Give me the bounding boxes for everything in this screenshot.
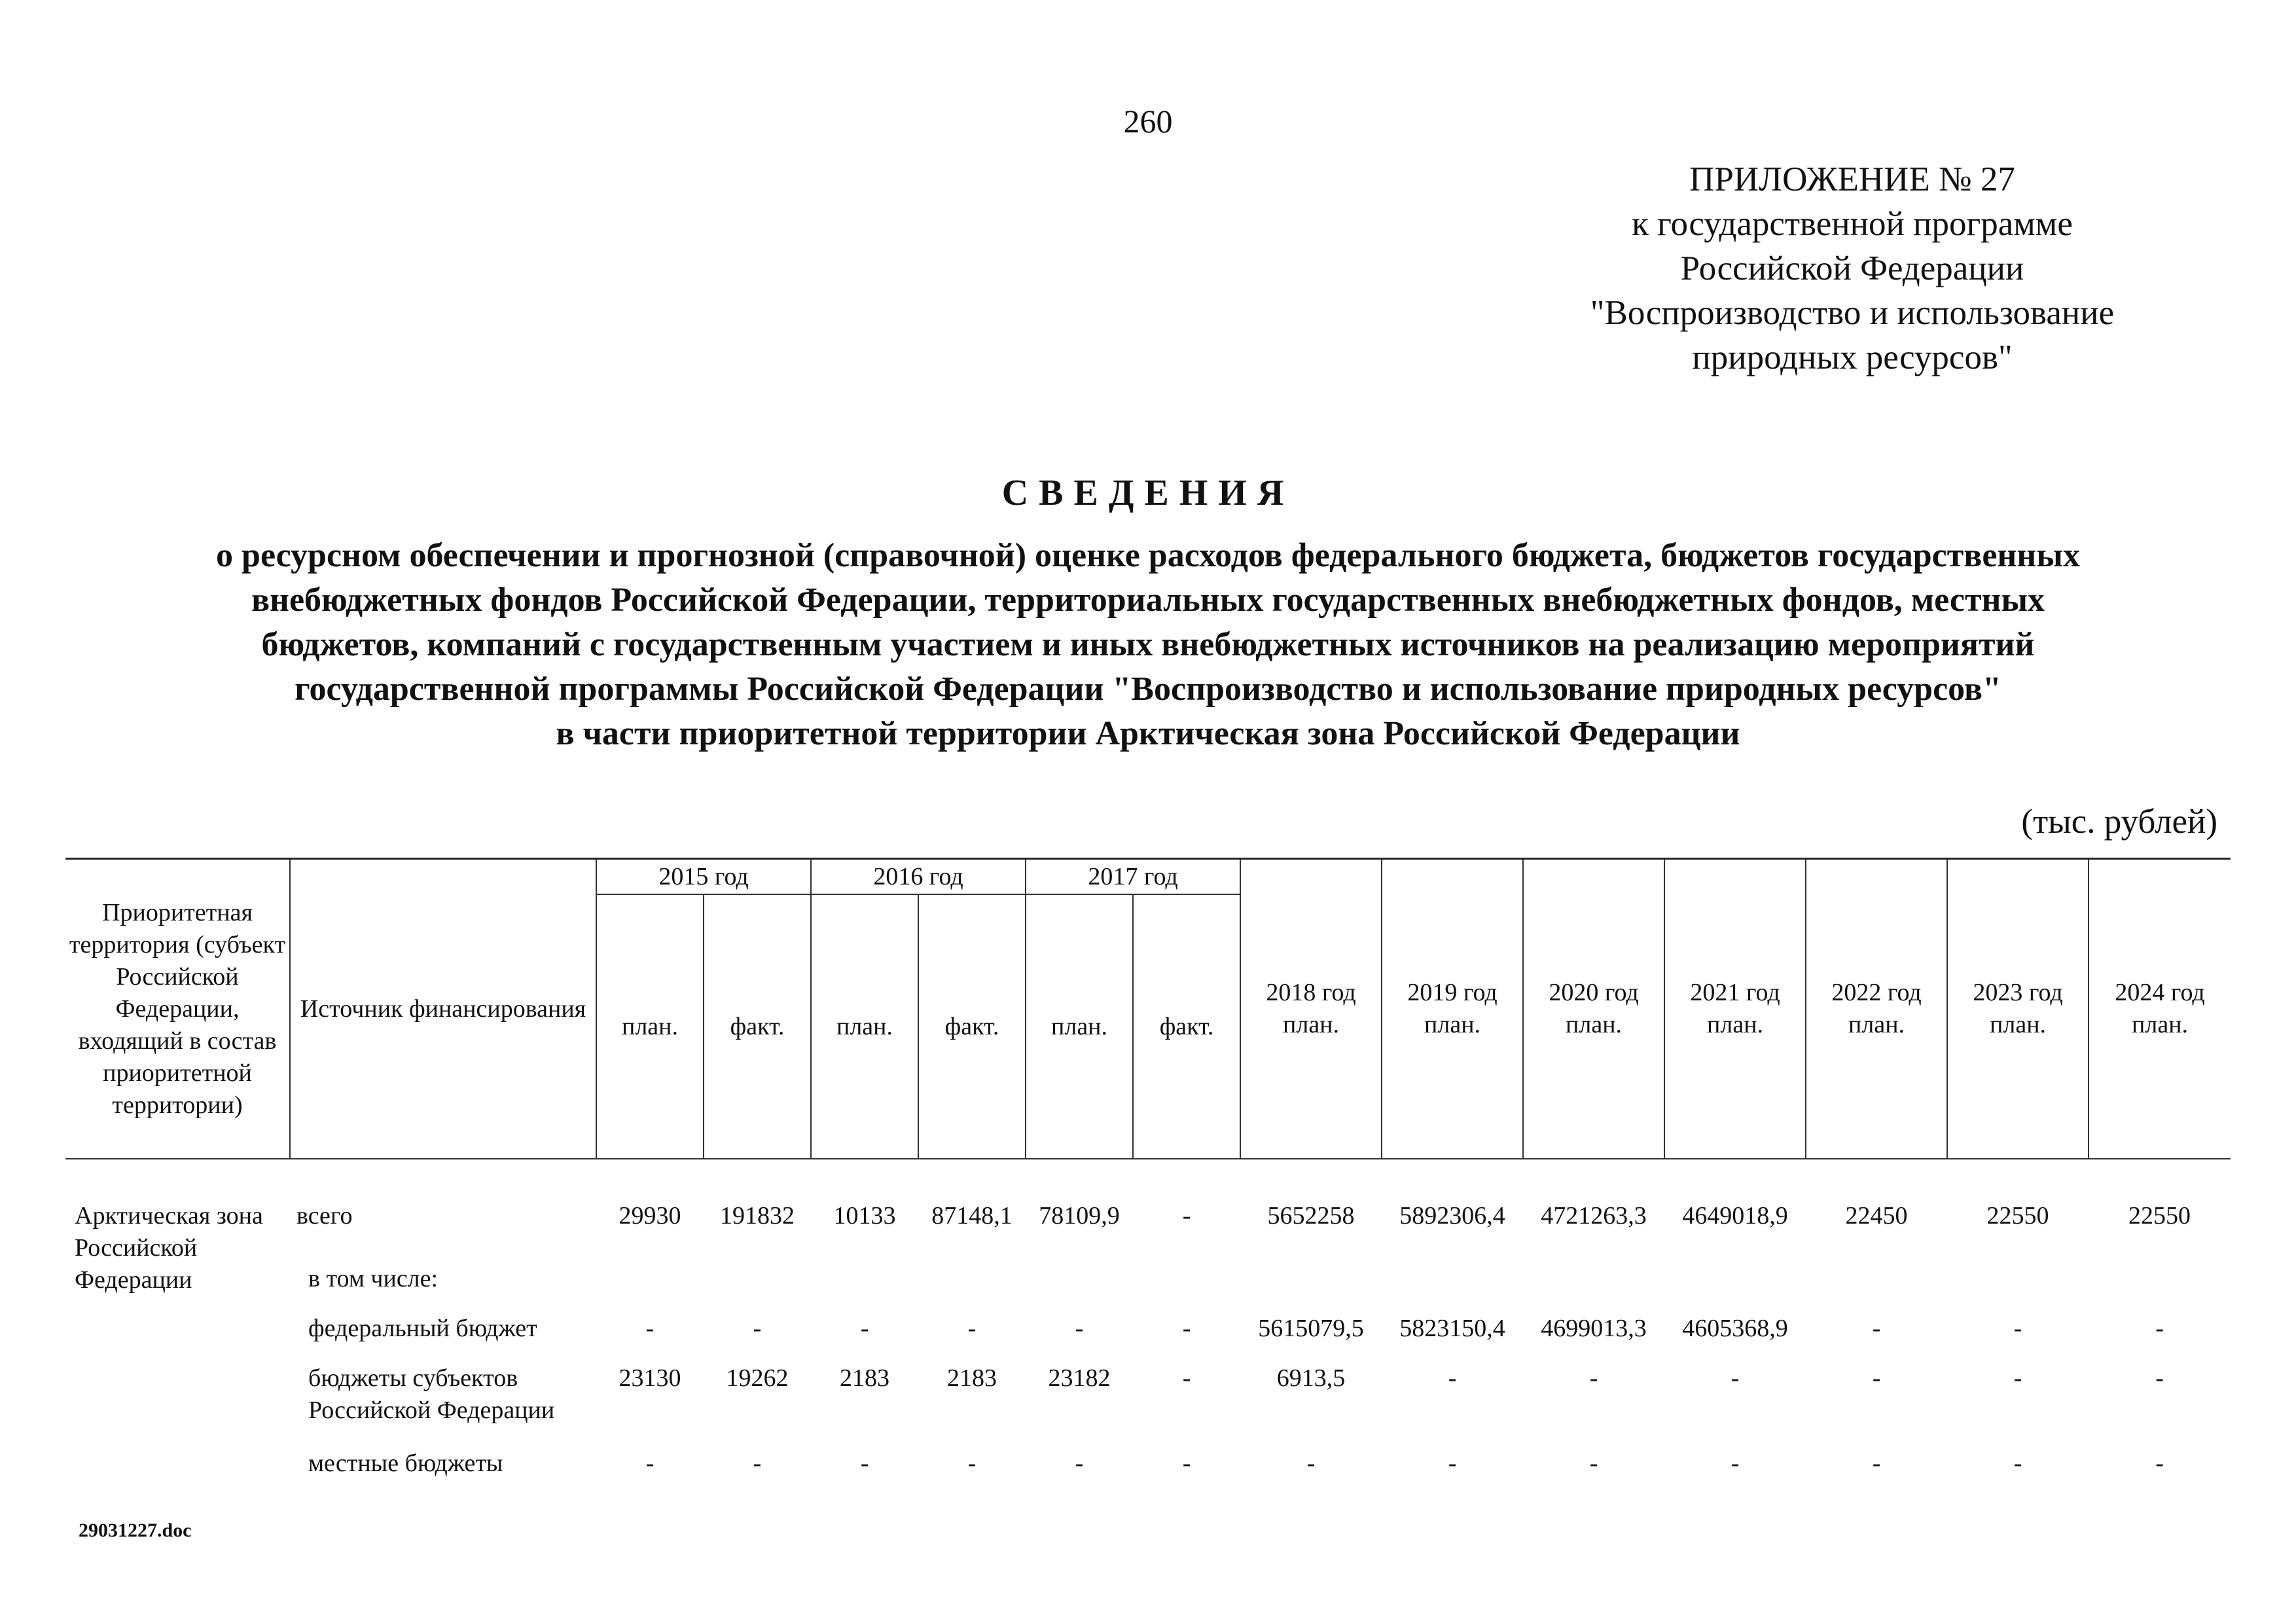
value-cell: 19262 [726, 1364, 789, 1392]
header-2017: 2017 год [1026, 859, 1240, 895]
header-2021: 2021 год план. [1664, 859, 1806, 1159]
value-cell: 78109,9 [1039, 1202, 1120, 1230]
source-cell: федеральный бюджет [308, 1315, 537, 1342]
value-cell: 5615079,5 [1258, 1315, 1364, 1342]
header-2020: 2020 год план. [1523, 859, 1664, 1159]
header-2019: 2019 год план. [1382, 859, 1523, 1159]
value-cell: - [2013, 1315, 2022, 1342]
source-cell: всего [296, 1202, 353, 1230]
header-2023: 2023 год план. [1947, 859, 2089, 1159]
subtitle-line-2: внебюджетных фондов Российской Федерации, территориальных государственных внебюджетных фондов, местных [251, 581, 2045, 619]
header-2017-plan: план. [1026, 894, 1133, 1159]
value-cell: - [1182, 1202, 1191, 1230]
value-cell: - [1075, 1315, 1084, 1342]
file-name-footer: 29031227.doc [79, 1520, 192, 1541]
value-cell: - [1306, 1450, 1316, 1477]
value-cell: 6913,5 [1276, 1364, 1346, 1392]
value-cell: 4699013,3 [1541, 1315, 1647, 1342]
header-2016: 2016 год [811, 859, 1026, 895]
value-cell: 22450 [1845, 1202, 1908, 1230]
table-row [65, 1313, 2231, 1362]
source-cell: бюджеты субъектов Российской Федерации [308, 1364, 555, 1424]
header-2015-fact: факт. [704, 894, 811, 1159]
header-2016-fact: факт. [918, 894, 1026, 1159]
appendix-line-1: ПРИЛОЖЕНИЕ № 27 [1689, 160, 2015, 198]
value-cell: - [1872, 1450, 1881, 1477]
value-cell: - [2155, 1364, 2164, 1392]
value-cell: - [1731, 1450, 1740, 1477]
value-cell: - [1731, 1364, 1740, 1392]
value-cell: 4649018,9 [1682, 1202, 1788, 1230]
value-cell: 5823150,4 [1399, 1315, 1505, 1342]
appendix-line-3: Российской Федерации [1680, 249, 2024, 287]
region-cell: Арктическая зона Российской Федерации [75, 1202, 263, 1294]
value-cell: 23182 [1048, 1364, 1111, 1392]
subtitle-line-3: бюджетов, компаний с государственным участием и иных внебюджетных источников на реализацию мероприятий [261, 626, 2035, 663]
value-cell: 10133 [833, 1202, 896, 1230]
value-cell: - [1872, 1315, 1881, 1342]
value-cell: - [753, 1315, 762, 1342]
value-cell: - [860, 1450, 869, 1477]
value-cell: - [1448, 1364, 1457, 1392]
document-title: СВЕДЕНИЯ [1001, 473, 1295, 513]
table-row [65, 1200, 2231, 1249]
header-2015-plan: план. [596, 894, 704, 1159]
value-cell: - [2155, 1315, 2164, 1342]
source-cell: в том числе: [308, 1265, 439, 1292]
value-cell: - [2013, 1364, 2022, 1392]
appendix-line-2: к государственной программе [1632, 205, 2073, 243]
value-cell: 5652258 [1267, 1202, 1355, 1230]
value-cell: - [1075, 1450, 1084, 1477]
value-cell: - [645, 1450, 655, 1477]
value-cell: - [1182, 1450, 1191, 1477]
value-cell: 2183 [840, 1364, 890, 1392]
value-cell: - [860, 1315, 869, 1342]
page-number: 260 [1123, 103, 1173, 139]
document-subtitle [65, 534, 2231, 756]
value-cell: - [1182, 1315, 1191, 1342]
value-cell: - [1448, 1450, 1457, 1477]
table-row [65, 1362, 2231, 1448]
value-cell: - [2013, 1450, 2022, 1477]
value-cell: 22550 [2128, 1202, 2191, 1230]
header-territory: Приоритетная территория (субъект Российской Федерации, входящий в состав приоритетной территории) [65, 859, 290, 1159]
value-cell: - [1589, 1450, 1598, 1477]
subtitle-line-1: о ресурсном обеспечении и прогнозной (справочной) оценке расходов федерального бюджета, бюджетов государственных [216, 537, 2080, 574]
value-cell: 23130 [619, 1364, 681, 1392]
appendix-line-5: природных ресурсов" [1692, 338, 2013, 376]
header-2022: 2022 год план. [1806, 859, 1947, 1159]
value-cell: - [967, 1315, 977, 1342]
value-cell: - [1182, 1364, 1191, 1392]
value-cell: 4721263,3 [1541, 1202, 1647, 1230]
subtitle-line-4: государственной программы Российской Федерации "Воспроизводство и использование природных ресурсов" [295, 670, 2001, 708]
value-cell: - [753, 1450, 762, 1477]
header-2015: 2015 год [596, 859, 811, 895]
source-cell: местные бюджеты [308, 1450, 503, 1477]
budget-table [65, 858, 2231, 1497]
value-cell: - [1589, 1364, 1598, 1392]
header-2018: 2018 год план. [1240, 859, 1382, 1159]
value-cell: 87148,1 [931, 1202, 1013, 1230]
value-cell: 4605368,9 [1682, 1315, 1788, 1342]
table-row [65, 1249, 2231, 1313]
value-cell: 22550 [1986, 1202, 2049, 1230]
units-label: (тыс. рублей) [2021, 803, 2217, 841]
value-cell: 191832 [720, 1202, 795, 1230]
value-cell: - [645, 1315, 655, 1342]
value-cell: 2183 [947, 1364, 997, 1392]
value-cell: - [2155, 1450, 2164, 1477]
appendix-line-4: "Воспроизводство и использование [1590, 294, 2115, 332]
table-row [65, 1448, 2231, 1497]
value-cell: - [967, 1450, 977, 1477]
header-source: Источник финансирования [290, 859, 596, 1159]
header-2017-fact: факт. [1133, 894, 1240, 1159]
appendix-block [1558, 157, 2147, 380]
value-cell: 5892306,4 [1399, 1202, 1505, 1230]
subtitle-line-5: в части приоритетной территории Арктическая зона Российской Федерации [556, 715, 1740, 752]
header-2024: 2024 год план. [2089, 859, 2231, 1159]
value-cell: 29930 [619, 1202, 681, 1230]
header-2016-plan: план. [811, 894, 918, 1159]
value-cell: - [1872, 1364, 1881, 1392]
